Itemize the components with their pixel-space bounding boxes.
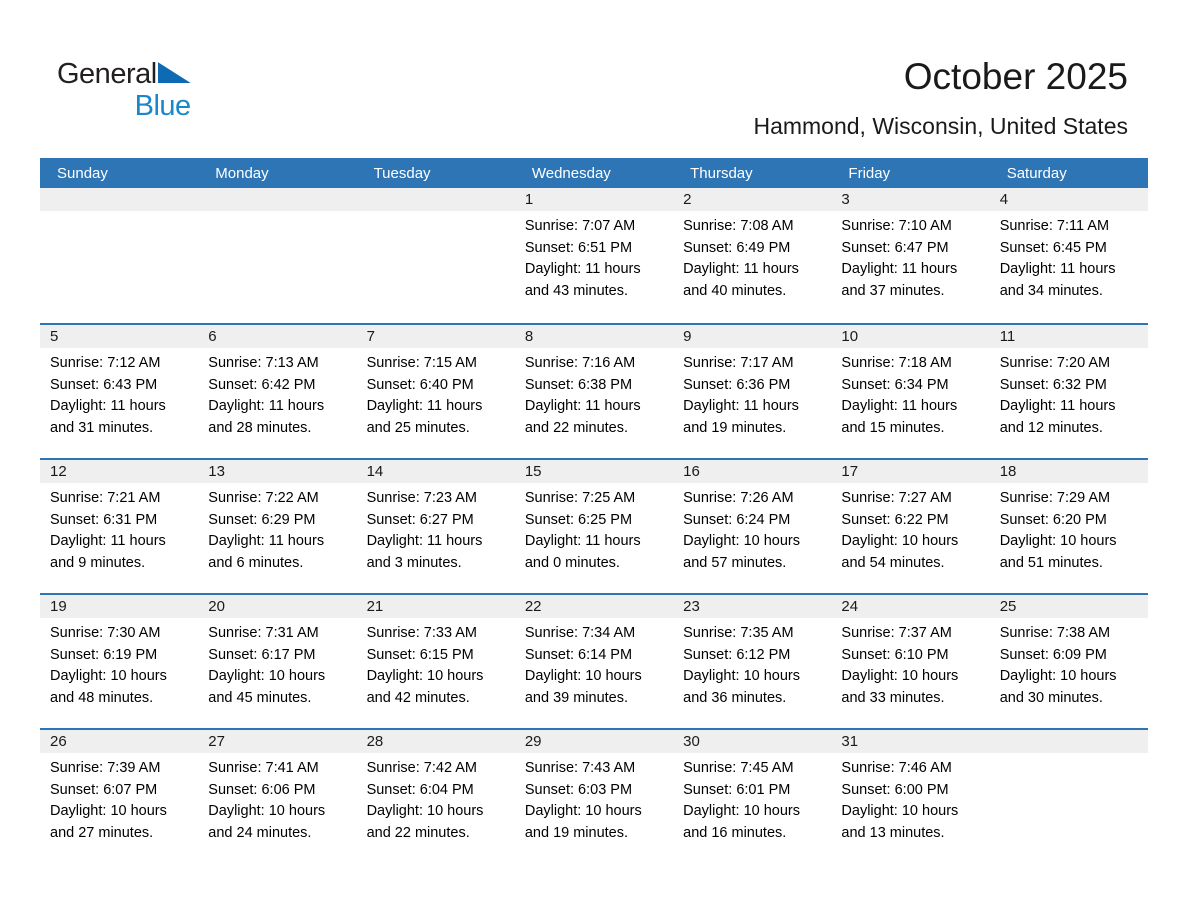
sunrise-text: Sunrise: 7:21 AM bbox=[50, 490, 161, 506]
day-details bbox=[673, 753, 831, 844]
sunset-text: Sunset: 6:43 PM bbox=[50, 376, 158, 393]
day-number: 24 bbox=[831, 595, 989, 618]
day-number: 30 bbox=[673, 730, 831, 753]
day-details bbox=[990, 618, 1148, 709]
day-cell bbox=[831, 188, 989, 324]
daylight-text: Daylight: 11 hours and 28 minutes. bbox=[208, 398, 325, 436]
sunset-text: Sunset: 6:40 PM bbox=[366, 376, 474, 393]
day-details bbox=[831, 483, 989, 574]
sunset-text: Sunset: 6:17 PM bbox=[208, 646, 316, 663]
day-number: 7 bbox=[357, 325, 515, 348]
day-cell bbox=[990, 188, 1148, 324]
sunrise-text: Sunrise: 7:20 AM bbox=[999, 355, 1111, 371]
page-subtitle: Hammond, Wisconsin, United States bbox=[753, 112, 1128, 139]
day-details bbox=[515, 483, 673, 574]
day-cell bbox=[673, 188, 831, 324]
day-details bbox=[515, 618, 673, 709]
daylight-text: Daylight: 11 hours and 40 minutes. bbox=[683, 261, 799, 299]
day-cell bbox=[198, 594, 356, 729]
day-details bbox=[990, 211, 1148, 302]
day-details bbox=[515, 753, 673, 844]
day-cell bbox=[515, 188, 673, 324]
sunrise-text: Sunrise: 7:31 AM bbox=[208, 625, 319, 641]
sunset-text: Sunset: 6:10 PM bbox=[841, 646, 949, 663]
day-number: 12 bbox=[40, 460, 198, 483]
day-number: 27 bbox=[198, 730, 356, 753]
day-number: 31 bbox=[831, 730, 989, 753]
day-details bbox=[40, 348, 198, 439]
empty-day-cell bbox=[357, 188, 515, 324]
weekday-sunday: Sunday bbox=[40, 158, 198, 188]
day-details bbox=[990, 348, 1148, 439]
sunset-text: Sunset: 6:36 PM bbox=[683, 376, 791, 393]
day-details bbox=[673, 483, 831, 574]
sunset-text: Sunset: 6:34 PM bbox=[841, 376, 949, 393]
daylight-text: Daylight: 11 hours and 31 minutes. bbox=[50, 398, 166, 436]
weekday-monday: Monday bbox=[198, 158, 356, 188]
daylight-text: Daylight: 11 hours and 9 minutes. bbox=[50, 533, 166, 571]
sunrise-text: Sunrise: 7:23 AM bbox=[366, 490, 477, 506]
sunrise-text: Sunrise: 7:45 AM bbox=[683, 760, 794, 776]
sunrise-text: Sunrise: 7:39 AM bbox=[50, 760, 161, 776]
day-cell bbox=[515, 324, 673, 459]
day-details bbox=[198, 618, 356, 709]
day-number: 29 bbox=[515, 730, 673, 753]
daylight-text: Daylight: 10 hours and 54 minutes. bbox=[841, 533, 959, 571]
day-cell bbox=[515, 459, 673, 594]
daylight-text: Daylight: 10 hours and 19 minutes. bbox=[524, 803, 642, 841]
day-details bbox=[357, 753, 515, 844]
weekday-friday: Friday bbox=[831, 158, 989, 188]
sunrise-text: Sunrise: 7:13 AM bbox=[208, 355, 319, 371]
day-number: 16 bbox=[673, 460, 831, 483]
daylight-text: Daylight: 10 hours and 13 minutes. bbox=[841, 803, 959, 841]
day-number bbox=[357, 188, 515, 211]
sunset-text: Sunset: 6:01 PM bbox=[683, 781, 791, 798]
day-details bbox=[673, 211, 831, 302]
weekday-saturday: Saturday bbox=[990, 158, 1148, 188]
sunset-text: Sunset: 6:07 PM bbox=[50, 781, 158, 798]
daylight-text: Daylight: 10 hours and 22 minutes. bbox=[366, 803, 484, 841]
day-details bbox=[831, 753, 989, 844]
logo-text-blue: Blue bbox=[134, 90, 191, 122]
day-cell bbox=[831, 324, 989, 459]
sunrise-text: Sunrise: 7:26 AM bbox=[683, 490, 794, 506]
sunrise-text: Sunrise: 7:33 AM bbox=[366, 625, 477, 641]
daylight-text: Daylight: 10 hours and 33 minutes. bbox=[841, 668, 959, 706]
calendar-body bbox=[40, 188, 1148, 863]
daylight-text: Daylight: 10 hours and 39 minutes. bbox=[524, 668, 642, 706]
sunset-text: Sunset: 6:22 PM bbox=[841, 511, 949, 528]
daylight-text: Daylight: 10 hours and 45 minutes. bbox=[208, 668, 326, 706]
sunrise-text: Sunrise: 7:41 AM bbox=[208, 760, 319, 776]
day-cell bbox=[673, 324, 831, 459]
week-row bbox=[40, 324, 1148, 459]
day-number: 4 bbox=[990, 188, 1148, 211]
day-cell bbox=[990, 324, 1148, 459]
daylight-text: Daylight: 11 hours and 15 minutes. bbox=[841, 398, 958, 436]
sunset-text: Sunset: 6:27 PM bbox=[366, 511, 474, 528]
sunset-text: Sunset: 6:20 PM bbox=[999, 511, 1107, 528]
sunset-text: Sunset: 6:38 PM bbox=[524, 376, 633, 393]
day-number: 28 bbox=[357, 730, 515, 753]
day-number: 22 bbox=[515, 595, 673, 618]
day-cell bbox=[673, 459, 831, 594]
sunset-text: Sunset: 6:24 PM bbox=[683, 511, 791, 528]
sunrise-text: Sunrise: 7:30 AM bbox=[50, 625, 161, 641]
sunrise-text: Sunrise: 7:10 AM bbox=[841, 218, 952, 234]
sunset-text: Sunset: 6:04 PM bbox=[366, 781, 474, 798]
sunset-text: Sunset: 6:03 PM bbox=[524, 781, 633, 798]
day-number: 3 bbox=[831, 188, 989, 211]
day-details bbox=[673, 618, 831, 709]
sunset-text: Sunset: 6:45 PM bbox=[999, 239, 1107, 256]
day-number: 25 bbox=[990, 595, 1148, 618]
weekday-header-row bbox=[40, 158, 1148, 188]
sunrise-text: Sunrise: 7:16 AM bbox=[524, 355, 636, 371]
sunrise-text: Sunrise: 7:22 AM bbox=[208, 490, 319, 506]
sunset-text: Sunset: 6:42 PM bbox=[208, 376, 316, 393]
sunset-text: Sunset: 6:06 PM bbox=[208, 781, 316, 798]
sunrise-text: Sunrise: 7:12 AM bbox=[50, 355, 161, 371]
day-cell bbox=[990, 459, 1148, 594]
day-number: 18 bbox=[990, 460, 1148, 483]
daylight-text: Daylight: 10 hours and 27 minutes. bbox=[50, 803, 167, 841]
day-number: 20 bbox=[198, 595, 356, 618]
sunset-text: Sunset: 6:25 PM bbox=[524, 511, 633, 528]
daylight-text: Daylight: 10 hours and 57 minutes. bbox=[683, 533, 800, 571]
sunset-text: Sunset: 6:12 PM bbox=[683, 646, 791, 663]
day-cell bbox=[40, 459, 198, 594]
day-cell bbox=[357, 459, 515, 594]
daylight-text: Daylight: 11 hours and 6 minutes. bbox=[208, 533, 325, 571]
day-number: 15 bbox=[515, 460, 673, 483]
sunrise-text: Sunrise: 7:07 AM bbox=[524, 218, 636, 234]
daylight-text: Daylight: 10 hours and 16 minutes. bbox=[683, 803, 800, 841]
sunset-text: Sunset: 6:15 PM bbox=[366, 646, 474, 663]
day-number: 2 bbox=[673, 188, 831, 211]
daylight-text: Daylight: 10 hours and 42 minutes. bbox=[366, 668, 484, 706]
day-details bbox=[831, 348, 989, 439]
sunrise-text: Sunrise: 7:27 AM bbox=[841, 490, 952, 506]
daylight-text: Daylight: 11 hours and 0 minutes. bbox=[524, 533, 641, 571]
daylight-text: Daylight: 10 hours and 51 minutes. bbox=[999, 533, 1117, 571]
title-block bbox=[753, 58, 1128, 140]
general-blue-logo bbox=[57, 60, 191, 121]
daylight-text: Daylight: 11 hours and 37 minutes. bbox=[841, 261, 958, 299]
sunrise-text: Sunrise: 7:38 AM bbox=[999, 625, 1111, 641]
day-details bbox=[990, 483, 1148, 574]
day-cell bbox=[40, 729, 198, 863]
day-number: 21 bbox=[357, 595, 515, 618]
empty-day-cell bbox=[990, 729, 1148, 863]
calendar-table bbox=[40, 158, 1148, 863]
sunset-text: Sunset: 6:51 PM bbox=[524, 239, 633, 256]
day-number: 9 bbox=[673, 325, 831, 348]
sunrise-text: Sunrise: 7:29 AM bbox=[999, 490, 1111, 506]
daylight-text: Daylight: 10 hours and 36 minutes. bbox=[683, 668, 800, 706]
day-details bbox=[831, 211, 989, 302]
day-cell bbox=[198, 324, 356, 459]
day-number: 11 bbox=[990, 325, 1148, 348]
page-title: October 2025 bbox=[903, 56, 1128, 97]
sunset-text: Sunset: 6:47 PM bbox=[841, 239, 949, 256]
day-number bbox=[40, 188, 198, 211]
sunrise-text: Sunrise: 7:18 AM bbox=[841, 355, 952, 371]
daylight-text: Daylight: 11 hours and 3 minutes. bbox=[366, 533, 483, 571]
sunset-text: Sunset: 6:00 PM bbox=[841, 781, 949, 798]
day-number: 26 bbox=[40, 730, 198, 753]
day-details bbox=[40, 753, 198, 844]
empty-day-cell bbox=[198, 188, 356, 324]
day-cell bbox=[40, 594, 198, 729]
sunrise-text: Sunrise: 7:25 AM bbox=[524, 490, 636, 506]
week-row bbox=[40, 594, 1148, 729]
sunset-text: Sunset: 6:29 PM bbox=[208, 511, 316, 528]
day-cell bbox=[198, 729, 356, 863]
weekday-thursday: Thursday bbox=[673, 158, 831, 188]
day-details bbox=[198, 348, 356, 439]
day-number: 13 bbox=[198, 460, 356, 483]
day-cell bbox=[831, 729, 989, 863]
day-cell bbox=[198, 459, 356, 594]
day-cell bbox=[990, 594, 1148, 729]
day-details bbox=[515, 348, 673, 439]
day-number: 17 bbox=[831, 460, 989, 483]
sunset-text: Sunset: 6:09 PM bbox=[999, 646, 1107, 663]
week-row bbox=[40, 729, 1148, 863]
day-details bbox=[198, 753, 356, 844]
day-details bbox=[357, 348, 515, 439]
logo-top-row bbox=[57, 60, 191, 89]
day-number: 10 bbox=[831, 325, 989, 348]
day-number: 14 bbox=[357, 460, 515, 483]
weekday-wednesday: Wednesday bbox=[515, 158, 673, 188]
day-details bbox=[40, 483, 198, 574]
day-number: 8 bbox=[515, 325, 673, 348]
sunset-text: Sunset: 6:19 PM bbox=[50, 646, 158, 663]
sunrise-text: Sunrise: 7:42 AM bbox=[366, 760, 477, 776]
day-number bbox=[198, 188, 356, 211]
sunset-text: Sunset: 6:31 PM bbox=[50, 511, 158, 528]
sunrise-text: Sunrise: 7:08 AM bbox=[683, 218, 794, 234]
day-details bbox=[515, 211, 673, 302]
daylight-text: Daylight: 11 hours and 25 minutes. bbox=[366, 398, 483, 436]
day-cell bbox=[515, 729, 673, 863]
sunrise-text: Sunrise: 7:11 AM bbox=[999, 218, 1110, 234]
sunrise-text: Sunrise: 7:37 AM bbox=[841, 625, 952, 641]
sunrise-text: Sunrise: 7:17 AM bbox=[683, 355, 794, 371]
sunset-text: Sunset: 6:49 PM bbox=[683, 239, 791, 256]
sunrise-text: Sunrise: 7:43 AM bbox=[524, 760, 636, 776]
daylight-text: Daylight: 11 hours and 43 minutes. bbox=[524, 261, 641, 299]
day-cell bbox=[673, 594, 831, 729]
day-cell bbox=[357, 729, 515, 863]
day-cell bbox=[831, 594, 989, 729]
sunrise-text: Sunrise: 7:46 AM bbox=[841, 760, 952, 776]
daylight-text: Daylight: 10 hours and 48 minutes. bbox=[50, 668, 167, 706]
day-cell bbox=[831, 459, 989, 594]
daylight-text: Daylight: 10 hours and 30 minutes. bbox=[999, 668, 1117, 706]
sunset-text: Sunset: 6:32 PM bbox=[999, 376, 1107, 393]
sunrise-text: Sunrise: 7:34 AM bbox=[524, 625, 636, 641]
day-details bbox=[673, 348, 831, 439]
day-details bbox=[357, 618, 515, 709]
week-row bbox=[40, 188, 1148, 324]
sunset-text: Sunset: 6:14 PM bbox=[524, 646, 633, 663]
day-number: 6 bbox=[198, 325, 356, 348]
day-cell bbox=[40, 324, 198, 459]
day-details bbox=[40, 618, 198, 709]
day-number: 5 bbox=[40, 325, 198, 348]
day-details bbox=[357, 483, 515, 574]
sunrise-text: Sunrise: 7:15 AM bbox=[366, 355, 477, 371]
day-number: 1 bbox=[515, 188, 673, 211]
empty-day-cell bbox=[40, 188, 198, 324]
day-cell bbox=[515, 594, 673, 729]
sunrise-text: Sunrise: 7:35 AM bbox=[683, 625, 794, 641]
logo-text-general: General bbox=[57, 58, 157, 90]
daylight-text: Daylight: 11 hours and 12 minutes. bbox=[999, 398, 1116, 436]
day-details bbox=[198, 483, 356, 574]
day-number bbox=[990, 730, 1148, 753]
week-row bbox=[40, 459, 1148, 594]
daylight-text: Daylight: 11 hours and 19 minutes. bbox=[683, 398, 799, 436]
daylight-text: Daylight: 11 hours and 34 minutes. bbox=[999, 261, 1116, 299]
day-details bbox=[831, 618, 989, 709]
day-cell bbox=[673, 729, 831, 863]
day-number: 23 bbox=[673, 595, 831, 618]
day-number: 19 bbox=[40, 595, 198, 618]
day-cell bbox=[357, 324, 515, 459]
day-cell bbox=[357, 594, 515, 729]
daylight-text: Daylight: 11 hours and 22 minutes. bbox=[524, 398, 641, 436]
daylight-text: Daylight: 10 hours and 24 minutes. bbox=[208, 803, 326, 841]
weekday-tuesday: Tuesday bbox=[357, 158, 515, 188]
logo-triangle-icon bbox=[158, 62, 191, 83]
